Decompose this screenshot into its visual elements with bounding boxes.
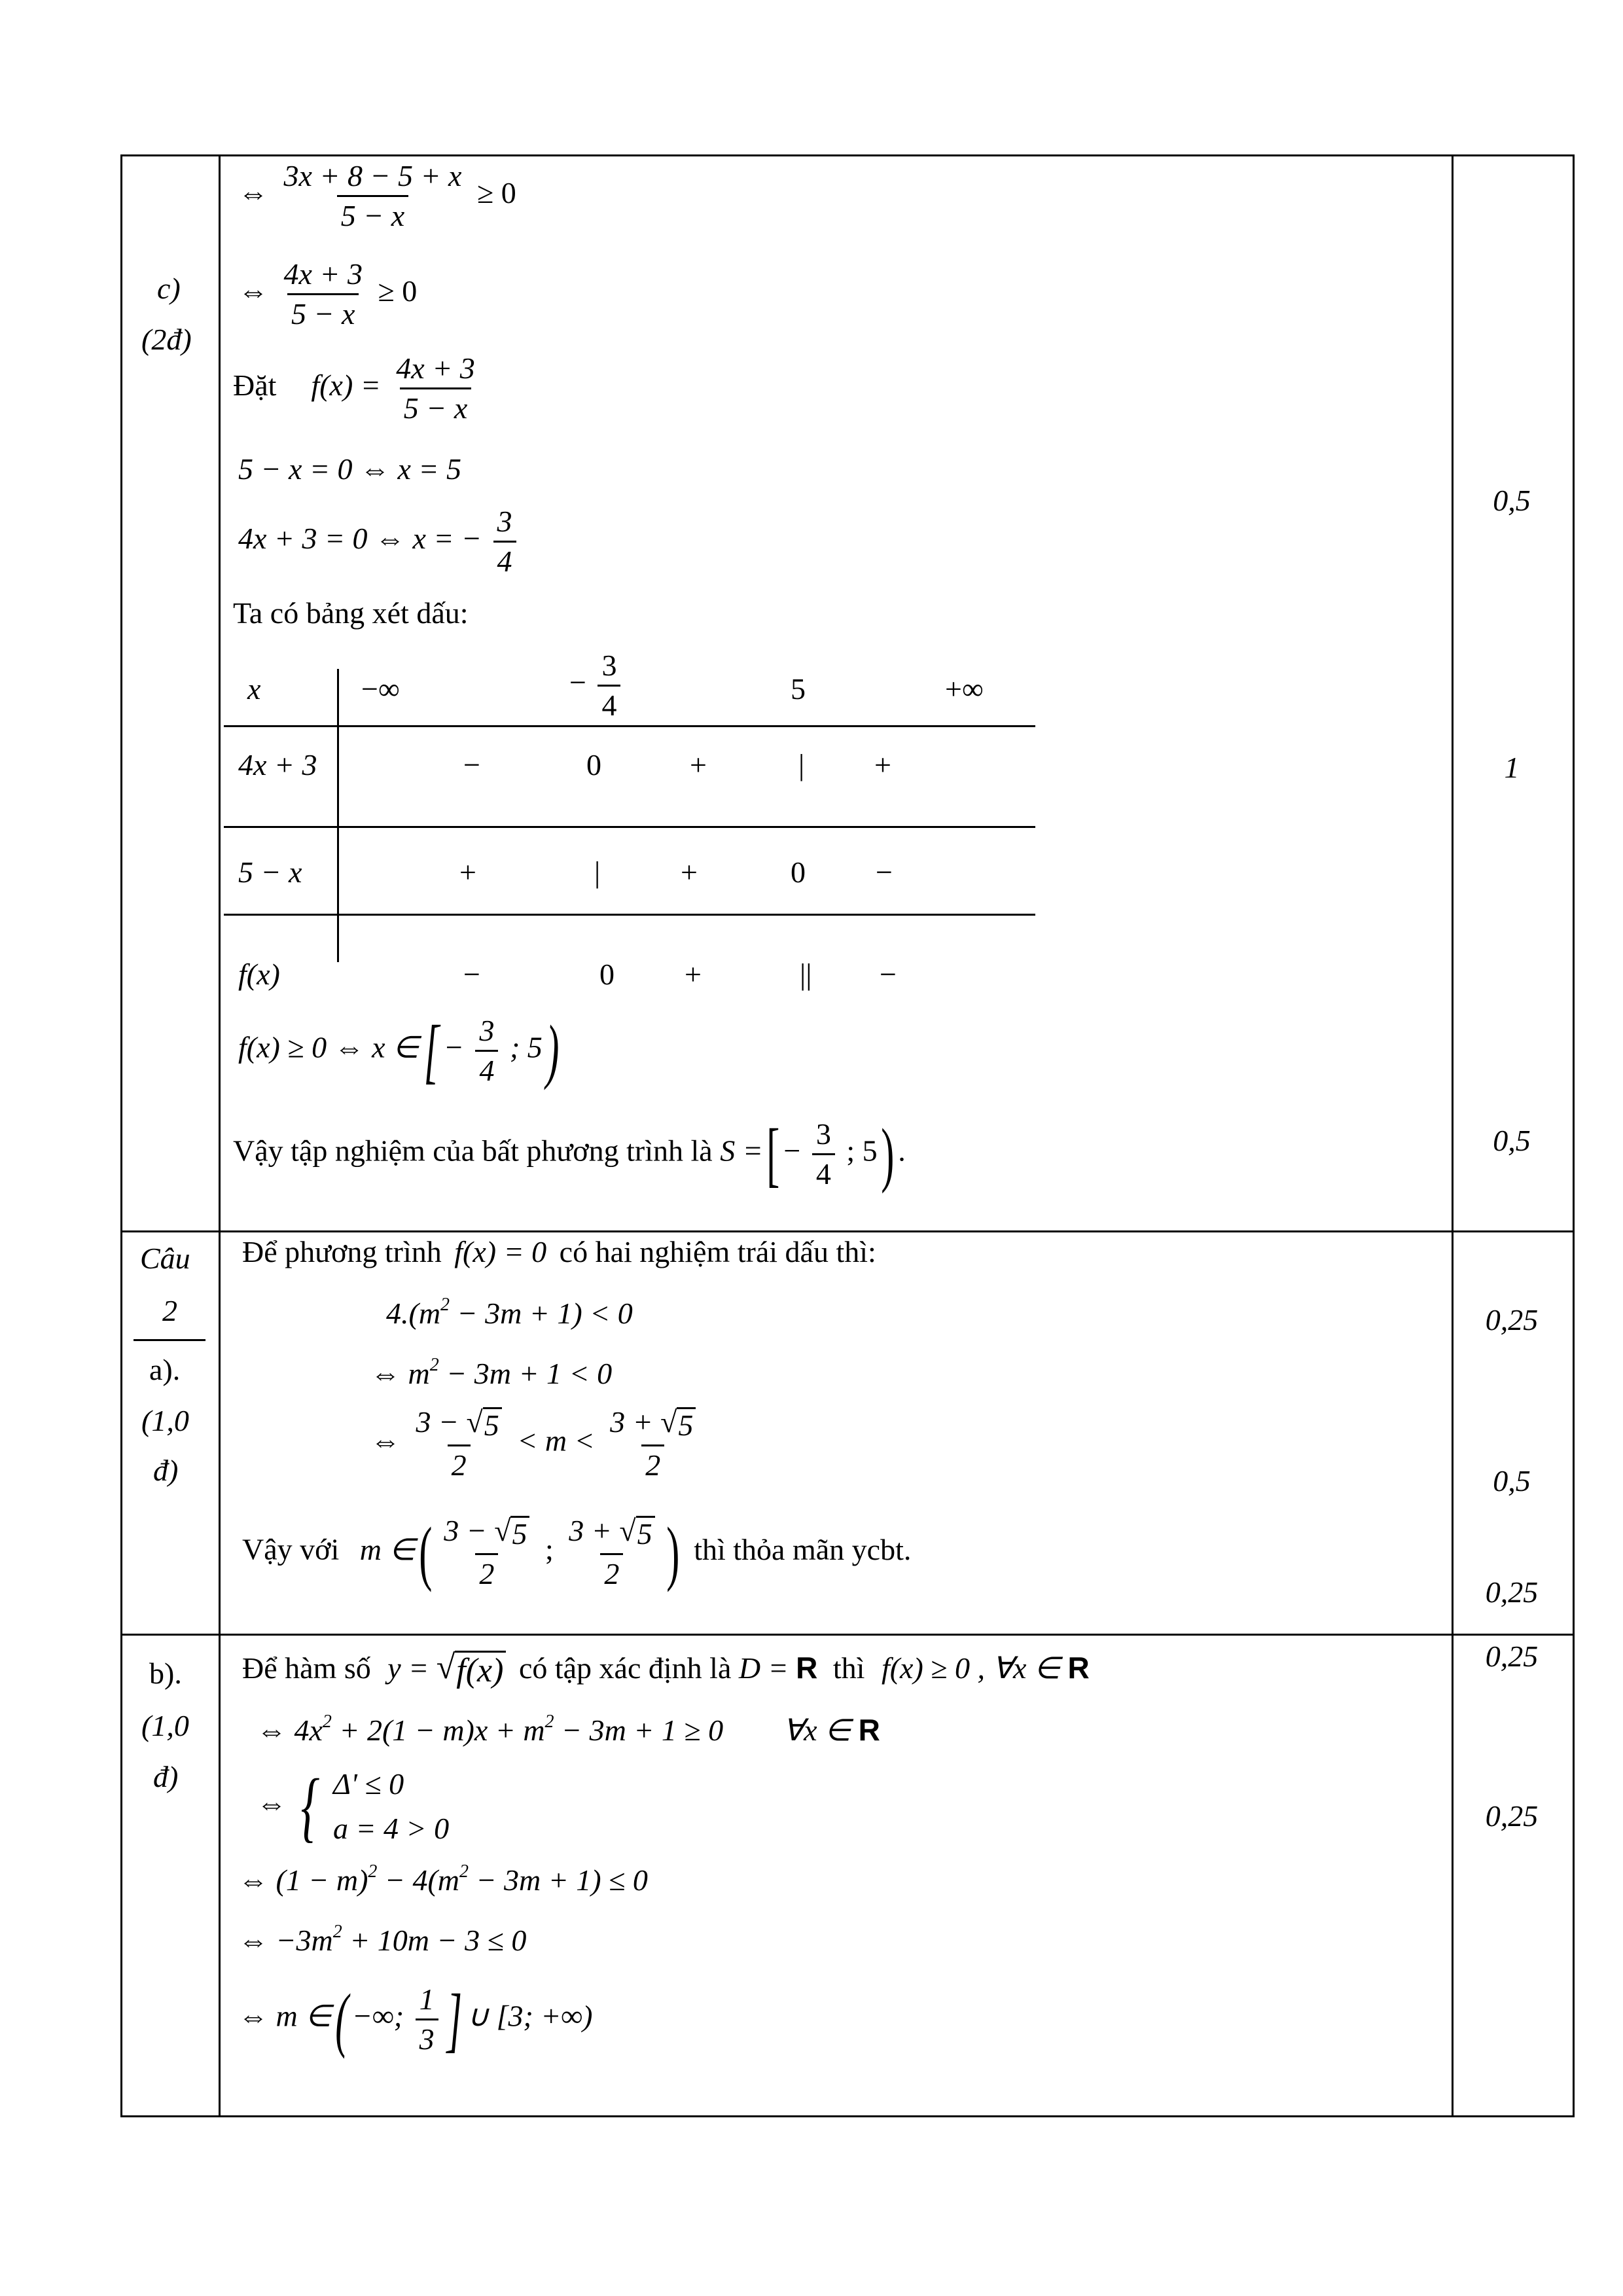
part-b-score: 0,25 [1485,1640,1539,1673]
part-b-line3: ⇔ $(1 - m)^2 - 4(m^2 - 3m + 1) \le 0$ [238,1861,648,1897]
sign-row3-cell: || [800,958,812,991]
sign-row1-cell: 0 [586,748,601,781]
conclusion1-fraction: $\frac{3}{4}$ [475,1016,498,1086]
line3-fraction-right: 3 + √ 5 2 [606,1407,700,1480]
table-right-border [1573,154,1575,2117]
conclusion2-fraction: $\frac{3}{4}$ [812,1119,835,1189]
line5-fraction: $\frac{1}{3}$ [416,1984,438,2054]
part-a-points-unit: đ) [153,1454,179,1487]
cau2-label: Câu [140,1242,190,1275]
critical-fraction: $\frac{3}{4}$ [597,651,620,721]
sign-table-line-3 [224,914,1035,916]
part-c-step1: ⇔ $\frac{3x + 8 - 5 + x}{5 - x}$ ≥ 0 [238,159,516,232]
step1-fraction: $\frac{3x + 8 - 5 + x}{5 - x}$ [283,159,462,232]
part-b-line5: ⇔ m ∈ ( −∞; $\frac{1}{3}$ ] ∪ [3; +∞) [238,1979,593,2059]
cau2-label-underline [134,1339,205,1341]
sign-row1-cell: + [874,748,891,781]
sign-table-header-x: x [247,672,261,706]
sqrt-symbol: √ 5 [494,1516,529,1549]
part-b-points-unit: đ) [153,1760,179,1793]
line4-fraction-right: 3 + √ 5 2 [565,1516,658,1589]
table-left-border [120,154,122,2117]
part-a-line1: $4.(m^2 - 3m + 1) < 0$ [386,1295,633,1330]
system-brace: { [300,1763,319,1850]
sign-table-header-pos-inf: +∞ [945,672,984,706]
table-top-border [120,154,1575,156]
sign-table-vertical-divider [337,669,339,962]
part-a-score: 0,5 [1493,1464,1531,1498]
sign-row3-cell: 0 [599,958,615,991]
part-c-conclusion2: Vậy tập nghiệm của bất phương trình là S = [ − $\frac{3}{4}$ ; 5 ) . [233,1114,906,1194]
part-c-table-intro: Ta có bảng xét dấu: [233,596,469,630]
sqrt-symbol: √ f(x) [437,1651,507,1688]
sign-row1-cell: | [798,748,805,781]
sign-row2-cell: + [459,855,476,889]
part-a-line4: Vậy với m ∈ ( 3 − √ 5 2 ; 3 + √ 5 2 ) thì thỏa mãn ycbt. [242,1513,912,1592]
sign-row2-cell: − [876,855,893,889]
part-a-points: (1,0 [141,1404,189,1437]
sign-row2-cell: 0 [791,855,806,889]
part-c-label: c) [157,272,181,305]
inequality-system: Δ' ≤ 0 a = 4 > 0 [333,1767,450,1845]
sign-row1-label: 4x + 3 [238,748,317,781]
part-c-root1: 5 − x = 0 ⇔ x = 5 [238,452,461,486]
root2-fraction: $\frac{3}{4}$ [493,507,516,577]
part-b-label: b). [149,1657,182,1690]
sign-table-header-neg-inf: −∞ [361,672,400,706]
part-c-root2: 4x + 3 = 0 ⇔ x = − $\frac{3}{4}$ [238,507,520,577]
part-b-points: (1,0 [141,1709,189,1742]
sign-row1-cell: − [463,748,480,781]
part-c-score: 1 [1504,751,1520,784]
part-a-intro: Để phương trình f(x) = 0 có hai nghiệm trái dấu thì: [242,1235,876,1268]
table-row-divider-1 [120,1230,1575,1232]
sign-row1-cell: + [690,748,707,781]
part-b-score: 0,25 [1485,1799,1539,1833]
sqrt-symbol: √ 5 [619,1516,654,1549]
sign-row2-cell: | [594,855,601,889]
part-a-score: 0,25 [1485,1303,1539,1336]
cau2-number: 2 [162,1294,177,1327]
define-fraction: $\frac{4x + 3}{5 - x}$ [396,351,475,425]
sqrt-symbol: √ 5 [467,1407,502,1441]
sign-table-line-2 [224,826,1035,828]
part-c-define-f: Đặt f(x) = $\frac{4x + 3}{5 - x}$ [233,353,483,423]
sign-row2-cell: + [681,855,698,889]
part-c-step2: ⇔ $\frac{4x + 3}{5 - x}$ ≥ 0 [238,257,418,331]
line3-fraction-left: 3 − √ 5 2 [412,1407,506,1480]
part-c-points: (2đ) [141,323,192,356]
table-bottom-border [120,2115,1575,2117]
sign-row3-cell: + [685,958,702,991]
sign-row2-label: 5 − x [238,855,302,889]
table-row-divider-2 [120,1634,1575,1636]
part-b-line2: ⇔ { Δ' ≤ 0 a = 4 > 0 [257,1763,450,1850]
sign-row3-cell: − [880,958,897,991]
part-a-label: a). [149,1353,181,1386]
part-c-score: 0,5 [1493,484,1531,517]
part-a-score: 0,25 [1485,1575,1539,1609]
sign-table-header-critical: − $\frac{3}{4}$ [569,651,624,721]
part-c-conclusion1: f(x) ≥ 0 ⇔ x ∈ [ − $\frac{3}{4}$ ; 5 ) [238,1011,560,1090]
part-b-line1: ⇔ $4x^2 + 2(1 - m)x + m^2 - 3m + 1 \ge 0$ ∀x ∈ R [257,1712,880,1747]
sqrt-symbol: √ 5 [660,1407,696,1441]
sign-row3-cell: − [463,958,480,991]
part-a-line3: ⇔ 3 − √ 5 2 < m < 3 + √ 5 2 [370,1407,704,1480]
sign-table-header-five: 5 [791,672,806,706]
part-b-intro: Để hàm số y = √ f(x) có tập xác định là D = R thì f(x) ≥ 0 , ∀x ∈ R [242,1649,1090,1689]
part-b-line4: ⇔ $-3m^2 + 10m - 3 \le 0$ [238,1922,527,1957]
table-col-divider-2 [1452,154,1454,2117]
part-c-score: 0,5 [1493,1124,1531,1157]
part-a-line2: ⇔ $m^2 - 3m + 1 < 0$ [370,1355,613,1390]
line4-fraction-left: 3 − √ 5 2 [440,1516,533,1589]
step2-fraction: $\frac{4x + 3}{5 - x}$ [283,257,363,331]
sign-table-line-1 [224,725,1035,727]
sign-row3-label: f(x) [238,958,280,991]
table-col-divider-1 [219,154,221,2117]
